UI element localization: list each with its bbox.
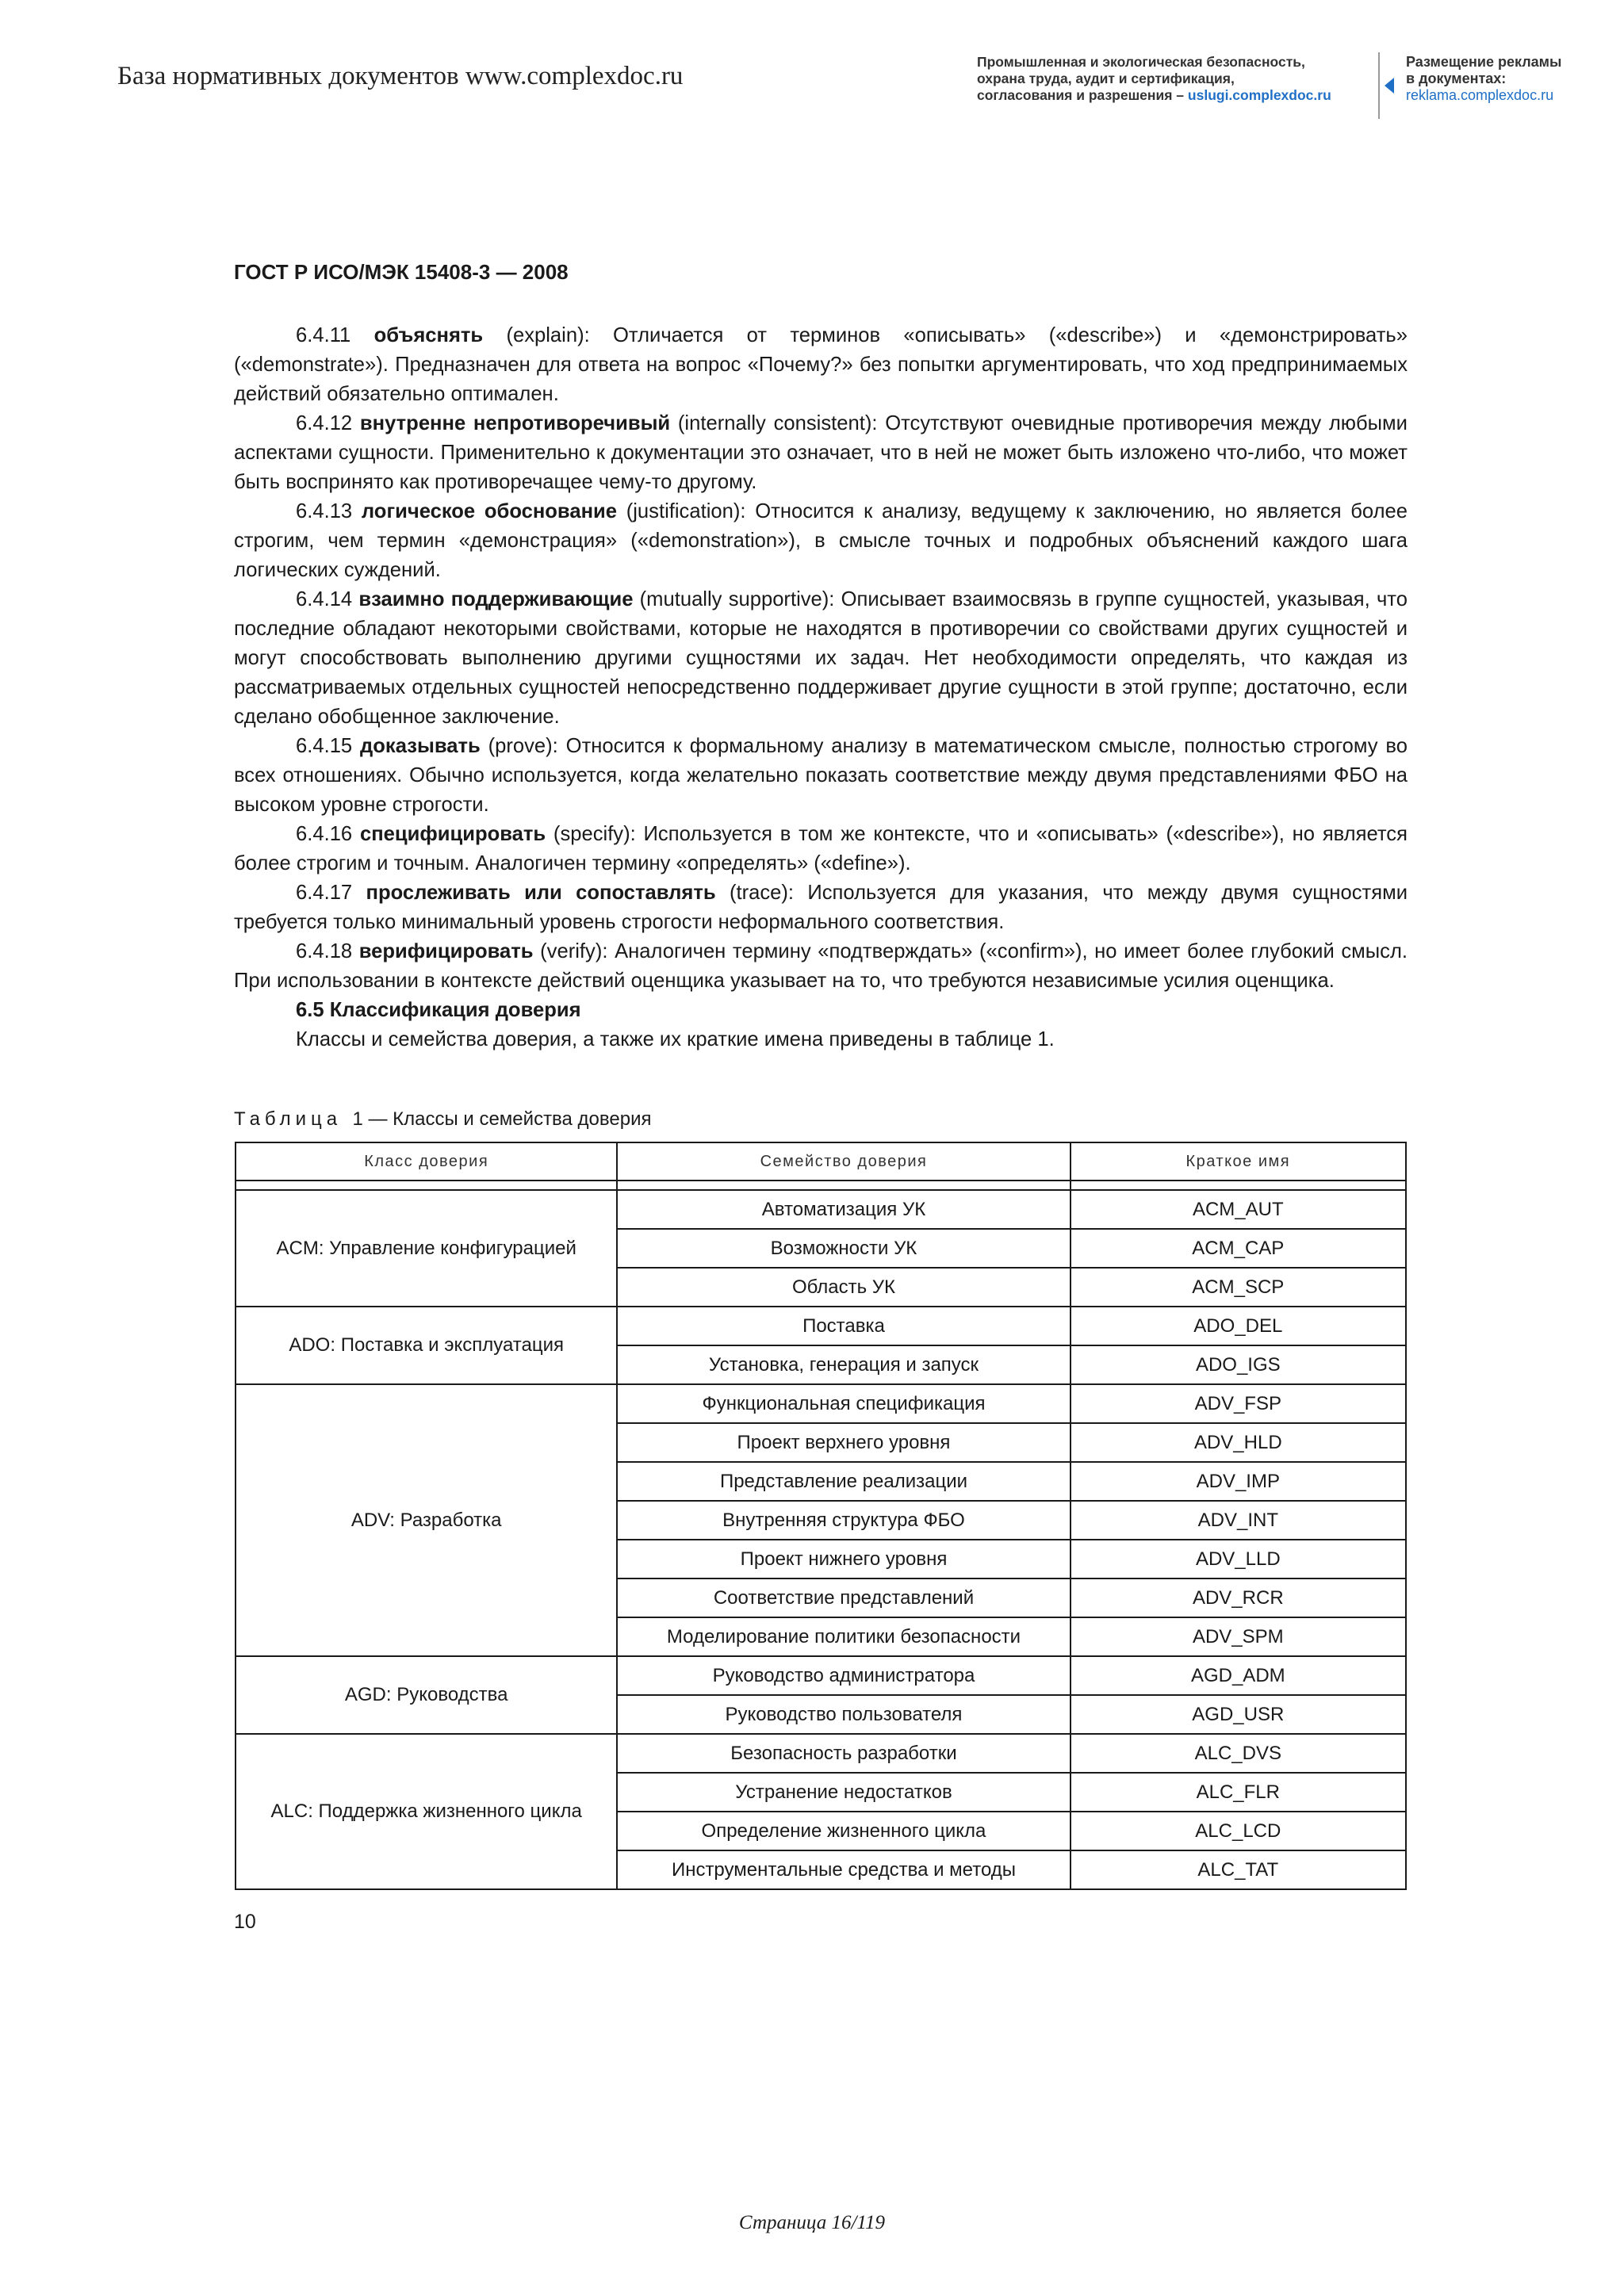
definition-text: Относится к анализу, ведущему к заключению, но является более строгим, чем термин «демонстрация» («demonstration»), в смысле точных и подробных объяснений каждого шага логических суждений. [234,500,1408,581]
definition-text: Отсутствуют очевидные противоречия между любыми аспектами сущности. Применительно к документации это означает, что в ней не может быть изложено что-либо, что может быть воспринято как противоречащее чему-то другому. [234,412,1408,493]
short-name-cell: ADV_SPM [1071,1617,1406,1656]
clause-number: 6.4.12 [296,412,353,434]
clause-number: 6.4.15 [296,735,353,757]
short-name-cell: AGD_ADM [1071,1656,1406,1695]
clause-number: 6.4.11 [296,324,351,346]
assurance-family-cell: Проект верхнего уровня [617,1423,1070,1462]
table-row [236,1734,1406,1773]
definition-paragraph [234,878,1408,937]
short-name-cell: ALC_LCD [1071,1812,1406,1850]
table-spacer-row [236,1181,1406,1190]
assurance-family-cell: Установка, генерация и запуск [617,1345,1070,1384]
term: объяснять [373,324,484,346]
services-line-3 [977,87,1373,104]
clause-number: 6.4.14 [296,588,353,610]
term-english: (prove): [488,735,558,757]
assurance-family-cell: Внутренняя структура ФБО [617,1501,1070,1540]
ads-line-1: Размещение рекламы [1406,54,1562,70]
assurance-family-cell: Безопасность разработки [617,1734,1070,1773]
short-name-cell: ALC_DVS [1071,1734,1406,1773]
definition-text: Используется для указания, что между двумя сущностями требуется только минимальный уровень строгости неформального соответствия. [234,882,1408,933]
assurance-family-cell: Представление реализации [617,1462,1070,1501]
services-line-2: охрана труда, аудит и сертификация, [977,71,1235,86]
term-english: (internally consistent): [677,412,878,434]
short-name-cell: ADV_IMP [1071,1462,1406,1501]
definition-paragraph [234,732,1408,820]
table-body [236,1181,1406,1889]
services-link[interactable]: uslugi.complexdoc.ru [1187,87,1331,103]
assurance-classes-table [235,1142,1407,1890]
term: внутренне непротиворечивый [359,412,671,434]
short-name-cell: ADO_DEL [1071,1307,1406,1345]
term-english: (explain): [506,324,590,346]
page-counter: Страница 16/119 [738,2212,886,2233]
assurance-family-cell: Соответствие представлений [617,1578,1070,1617]
term-english: (verify): [540,940,608,962]
table-row [236,1190,1406,1229]
section-text: Классы и семейства доверия, а также их краткие имена приведены в таблице 1. [296,1028,1055,1050]
term: доказывать [360,735,481,757]
document-code: ГОСТ Р ИСО/МЭК 15408-3 — 2008 [234,260,569,284]
ads-banner [1406,54,1561,104]
assurance-class-cell: ADV: Разработка [236,1384,617,1656]
table-row [236,1656,1406,1695]
assurance-class-cell: AGD: Руководства [236,1656,617,1734]
definition-paragraph [234,585,1408,732]
term-english: (mutually supportive): [639,588,835,610]
definitions-list [234,321,1408,996]
definition-paragraph [234,409,1408,497]
table-caption-label: Таблица [234,1108,343,1130]
term: логическое обоснование [361,500,617,522]
assurance-family-cell: Автоматизация УК [617,1190,1070,1229]
clause-number: 6.4.13 [296,500,353,522]
definition-text: Относится к формальному анализу в математическом смысле, полностью строгому во всех отношениях. Обычно используется, когда желательно показать соответствие между двумя представлениями ФБО на высоком уровне строгости. [234,735,1408,816]
assurance-family-cell: Инструментальные средства и методы [617,1850,1070,1889]
definition-paragraph [234,937,1408,996]
short-name-cell: ADV_FSP [1071,1384,1406,1423]
header-family: Семейство доверия [617,1142,1070,1181]
assurance-family-cell: Моделирование политики безопасности [617,1617,1070,1656]
section-heading: 6.5 Классификация доверия [296,999,581,1021]
definition-text: Отличается от терминов «описывать» («describe») и «демонстрировать» («demonstrate»). Предназначен для ответа на вопрос «Почему?» без попытки аргументировать, что ход предпринимаемых действий обязательно оптимален. [234,324,1408,405]
definition-text: Аналогичен термину «подтверждать» («confirm»), но имеет более глубокий смысл. При использовании в контексте действий оценщика указывает на то, что требуются независимые усилия оценщика. [234,940,1408,992]
banner-divider [1378,52,1380,119]
page-number: 10 [234,1911,256,1933]
assurance-class-cell: ALC: Поддержка жизненного цикла [236,1734,617,1889]
assurance-class-cell: ADO: Поставка и эксплуатация [236,1307,617,1384]
short-name-cell: ADV_RCR [1071,1578,1406,1617]
table-caption [234,1108,651,1131]
short-name-cell: AGD_USR [1071,1695,1406,1734]
definition-paragraph [234,497,1408,585]
header-class: Класс доверия [236,1142,617,1181]
definition-paragraph [234,820,1408,878]
assurance-family-cell: Руководство администратора [617,1656,1070,1695]
short-name-cell: ALC_TAT [1071,1850,1406,1889]
assurance-family-cell: Устранение недостатков [617,1773,1070,1812]
assurance-family-cell: Проект нижнего уровня [617,1540,1070,1578]
ads-link[interactable]: reklama.complexdoc.ru [1406,87,1554,103]
table-row [236,1384,1406,1423]
site-title: База нормативных документов www.complexdoc.ru [117,62,684,90]
short-name-cell: ADV_INT [1071,1501,1406,1540]
assurance-family-cell: Поставка [617,1307,1070,1345]
term-english: (specify): [553,823,636,845]
services-line-3-text: согласования и разрешения – [977,87,1188,103]
term: взаимно поддерживающие [358,588,634,610]
services-banner [977,54,1373,104]
assurance-family-cell: Руководство пользователя [617,1695,1070,1734]
table-row [236,1307,1406,1345]
term: верифицировать [358,940,534,962]
definition-paragraph [234,321,1408,409]
table-caption-title: 1 — Классы и семейства доверия [352,1108,652,1130]
definition-text: Описывает взаимосвязь в группе сущностей, указывая, что последние обладают некоторыми свойствами, которые не находятся в противоречии со свойствами других сущностей и могут способствовать выполнению другими сущностями их задач. Нет необходимости определять, что каждая из рассматриваемых отдельных сущностей непосредственно поддерживает другие сущности в этой группе; достаточно, если сделано обобщенное заключение. [234,588,1408,728]
header-short-name: Краткое имя [1071,1142,1406,1181]
clause-number: 6.4.16 [296,823,353,845]
services-line-1: Промышленная и экологическая безопасность, [977,54,1305,70]
ads-line-2: в документах: [1406,71,1507,86]
document-body [234,321,1408,1054]
definition-text: Используется в том же контексте, что и «описывать» («describe»), но является более строгим и точным. Аналогичен термину «определять» («define»). [234,823,1408,874]
arrow-left-icon [1385,78,1394,94]
short-name-cell: ALC_FLR [1071,1773,1406,1812]
clause-number: 6.4.17 [296,882,353,904]
assurance-family-cell: Область УК [617,1268,1070,1307]
term: прослеживать или сопоставлять [366,882,716,904]
assurance-family-cell: Функциональная спецификация [617,1384,1070,1423]
term-english: (justification): [626,500,746,522]
term: специфицировать [359,823,546,845]
short-name-cell: ADV_LLD [1071,1540,1406,1578]
short-name-cell: ACM_AUT [1071,1190,1406,1229]
short-name-cell: ACM_SCP [1071,1268,1406,1307]
table-header-row [236,1142,1406,1181]
assurance-family-cell: Определение жизненного цикла [617,1812,1070,1850]
assurance-class-cell: ACM: Управление конфигурацией [236,1190,617,1307]
assurance-family-cell: Возможности УК [617,1229,1070,1268]
short-name-cell: ADO_IGS [1071,1345,1406,1384]
clause-number: 6.4.18 [296,940,353,962]
short-name-cell: ADV_HLD [1071,1423,1406,1462]
short-name-cell: ACM_CAP [1071,1229,1406,1268]
term-english: (trace): [729,882,795,904]
